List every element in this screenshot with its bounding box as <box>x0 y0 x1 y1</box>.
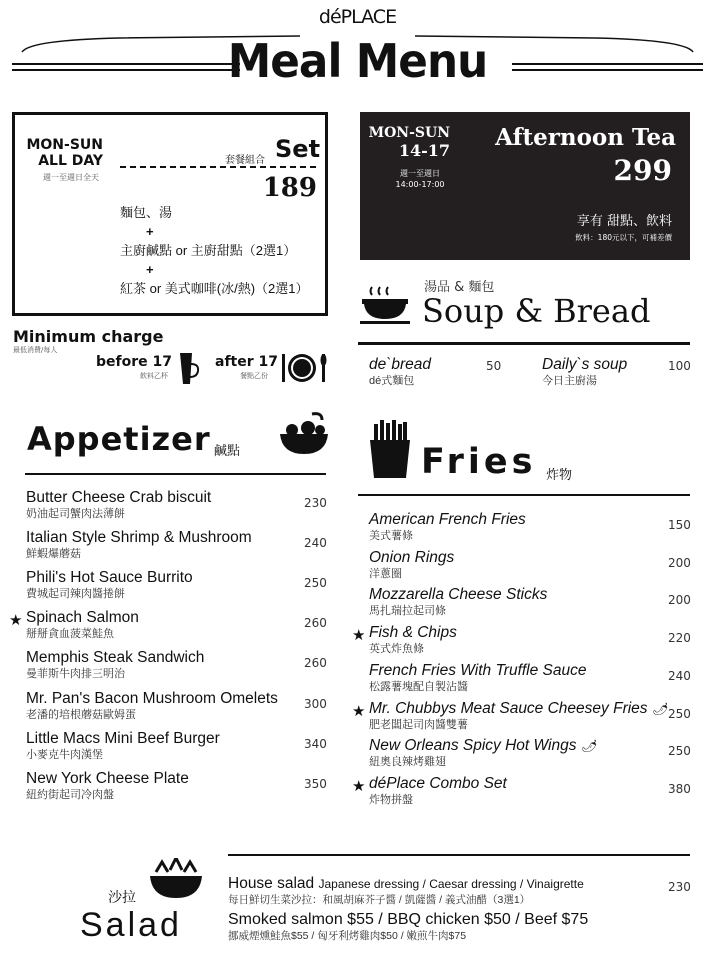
item-name: Butter Cheese Crab biscuit <box>26 489 212 506</box>
tea-days-zh: 週一至週日 <box>400 169 440 178</box>
brand-logo: déPLACE <box>318 6 397 28</box>
item-zh: 曼菲斯牛肉排三明治 <box>26 668 125 681</box>
house-salad-zh: 每日鮮切生菜沙拉：和風胡麻芥子醬 / 凱薩醬 / 義式油醋（3選1） <box>228 894 531 906</box>
item-name: American French Fries <box>369 511 526 528</box>
menu-item <box>369 586 547 618</box>
menu-item <box>26 690 278 722</box>
after-17-zh: 餐點乙份 <box>240 372 268 380</box>
before-17-zh: 飲料乙杯 <box>140 372 168 380</box>
item-price: 200 <box>668 555 691 570</box>
menu-item <box>26 489 211 521</box>
set-days-zh: 週一至週日全天 <box>43 173 99 182</box>
set-line1: 麵包、湯 <box>120 205 173 220</box>
item-zh: 松露薯塊配自製沾醬 <box>369 680 468 693</box>
item-price: 200 <box>668 593 691 608</box>
item-name: New Orleans Spicy Hot Wings <box>369 737 577 755</box>
menu-item <box>26 529 252 561</box>
set-label: Set <box>275 135 321 163</box>
afternoon-tea-box <box>360 112 690 260</box>
star-icon: ★ <box>352 626 366 645</box>
house-salad-name: House salad <box>228 875 315 892</box>
plus-sign: + <box>146 262 154 277</box>
soup-item-price: 100 <box>668 359 691 373</box>
item-price: 250 <box>668 706 691 721</box>
item-zh: 炸物拼盤 <box>369 793 413 806</box>
chili-icon: 🌶 <box>651 701 668 716</box>
drink-glass-icon <box>178 352 202 386</box>
tea-note: 飲料：180元以下，可補差價 <box>575 233 672 242</box>
page-title: Meal Menu <box>227 34 488 88</box>
star-icon: ★ <box>352 701 366 720</box>
set-line2: 主廚鹹點 or 主廚甜點（2選1） <box>120 243 297 258</box>
tea-price: 299 <box>613 154 672 187</box>
menu-item <box>26 649 204 681</box>
item-zh: 小麥克牛肉漢堡 <box>26 748 103 761</box>
item-zh: 紐奧良辣烤雞翅 <box>369 756 446 769</box>
soup-item-zh: dé式麵包 <box>369 375 415 387</box>
item-price: 340 <box>304 736 327 751</box>
after-17-label: after 17 <box>215 354 278 370</box>
salad-bowl-icon <box>148 858 204 902</box>
item-name: Fish & Chips <box>369 624 457 642</box>
minimum-charge-title: Minimum charge <box>13 327 164 346</box>
appetizer-title: Appetizer <box>27 420 211 458</box>
soup-item-price: 50 <box>486 359 502 373</box>
menu-item <box>26 770 189 802</box>
menu-item <box>26 569 193 601</box>
item-zh: 英式炸魚條 <box>369 643 424 656</box>
menu-item <box>369 549 454 581</box>
item-name: Little Macs Mini Beef Burger <box>26 729 220 747</box>
item-price: 240 <box>304 536 327 551</box>
tea-time: 14-17 <box>398 141 450 160</box>
set-menu-box <box>12 112 328 316</box>
plus-sign: + <box>146 224 154 239</box>
soup-title: Soup & Bread <box>422 292 651 330</box>
salad-bowl-icon <box>278 410 332 456</box>
set-label-zh: 套餐組合 <box>225 155 265 166</box>
item-price: 300 <box>304 696 327 711</box>
menu-item <box>26 730 220 762</box>
item-price: 150 <box>668 518 691 532</box>
menu-item <box>369 737 596 769</box>
star-icon: ★ <box>9 611 23 630</box>
header-ornament <box>0 20 715 80</box>
item-price: 260 <box>304 656 327 671</box>
item-price: 230 <box>304 496 327 510</box>
salad-addons-zh: 挪威煙燻鮭魚$55 / 匈牙利烤雞肉$50 / 嫩煎牛肉$75 <box>228 930 467 942</box>
fries-title-zh: 炸物 <box>546 468 573 483</box>
house-salad-price: 230 <box>668 880 691 894</box>
item-price: 250 <box>304 576 327 591</box>
salad-title: Salad <box>80 906 182 944</box>
item-name: New York Cheese Plate <box>26 769 189 787</box>
soup-item-name: de`bread <box>369 356 432 373</box>
item-zh: 紐約街起司冷肉盤 <box>26 788 114 801</box>
item-zh: 美式薯條 <box>369 530 413 542</box>
item-price: 240 <box>668 668 691 683</box>
item-name: Spinach Salmon <box>26 609 139 627</box>
item-zh: 老潘的培根蘑菇歐姆蛋 <box>26 708 136 721</box>
item-zh: 洋蔥圈 <box>369 567 402 580</box>
item-price: 260 <box>304 616 327 631</box>
item-price: 220 <box>668 631 691 646</box>
tea-days: MON-SUN <box>368 125 450 141</box>
fries-title: Fries <box>421 442 537 482</box>
item-zh: 肥老闆起司肉醬雙薯 <box>369 718 468 731</box>
item-zh: 掰掰貪血菠菜鮭魚 <box>26 628 114 641</box>
item-name: déPlace Combo Set <box>369 774 507 792</box>
set-days: MON-SUN <box>26 137 103 153</box>
soup-item-name: Daily`s soup <box>542 356 628 373</box>
item-name: Mr. Pan's Bacon Mushroom Omelets <box>26 689 278 707</box>
salad-addons: Smoked salmon $55 / BBQ chicken $50 / Beef $75 <box>228 911 589 928</box>
tea-hours: 14:00-17:00 <box>395 180 445 189</box>
set-time: ALL DAY <box>38 153 103 169</box>
item-name: Phili's Hot Sauce Burrito <box>26 569 193 587</box>
salad-title-zh: 沙拉 <box>108 890 136 906</box>
set-line3: 紅茶 or 美式咖啡(冰/熱)（2選1） <box>120 281 309 296</box>
menu-item <box>369 662 587 694</box>
star-icon: ★ <box>352 776 366 795</box>
item-name: Onion Rings <box>369 548 455 566</box>
fries-icon <box>370 420 412 480</box>
set-price: 189 <box>262 173 317 203</box>
item-zh: 鮮蝦爆蘑菇 <box>26 548 81 561</box>
before-17-label: before 17 <box>96 354 172 370</box>
appetizer-title-zh: 鹹點 <box>214 444 241 459</box>
chili-icon: 🌶 <box>580 739 597 754</box>
item-name: French Fries With Truffle Sauce <box>369 661 587 679</box>
item-zh: 馬扎瑞拉起司條 <box>369 605 446 618</box>
soup-title-zh: 湯品 & 麵包 <box>424 280 495 295</box>
tea-title: Afternoon Tea <box>495 124 676 151</box>
item-zh: 費城起司辣肉醬捲餅 <box>26 588 125 601</box>
minimum-charge-title-zh: 最低消費/每人 <box>13 346 58 354</box>
soup-bowl-icon <box>360 283 412 328</box>
menu-item <box>26 609 139 641</box>
item-price: 380 <box>668 781 691 796</box>
menu-item <box>369 700 667 732</box>
item-name: Mr. Chubbys Meat Sauce Cheesey Fries <box>369 699 648 717</box>
menu-item <box>369 775 507 807</box>
item-name: Mozzarella Cheese Sticks <box>369 586 548 604</box>
item-zh: 奶油起司蟹肉法薄餅 <box>26 508 125 520</box>
menu-item <box>369 624 457 656</box>
item-price: 250 <box>668 744 691 759</box>
tea-includes: 享有 甜點、飲料 <box>576 214 672 229</box>
item-price: 350 <box>304 776 327 791</box>
item-name: Memphis Steak Sandwich <box>26 649 205 667</box>
soup-item-zh: 今日主廚湯 <box>542 375 597 387</box>
menu-item <box>369 511 526 543</box>
house-salad-options: Japanese dressing / Caesar dressing / Vinaigrette <box>318 877 584 891</box>
plate-cutlery-icon <box>280 352 330 384</box>
item-name: Italian Style Shrimp & Mushroom <box>26 529 252 547</box>
